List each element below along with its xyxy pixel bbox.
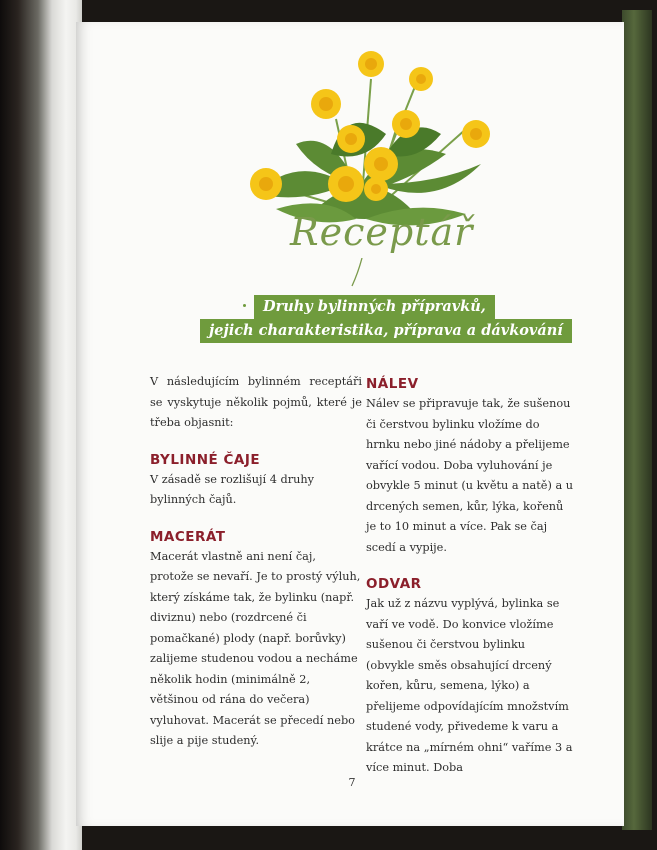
- banner-bullet-icon: [243, 304, 246, 307]
- subtitle-banner-line-2: jejich charakteristika, příprava a dávkování: [200, 319, 572, 343]
- section-heading-bylinne-caje: BYLINNÉ ČAJE: [150, 451, 261, 468]
- section-text-odvar: Jak už z názvu vyplývá, bylinka se vaří ve vodě. Do konvice vložíme sušenou či čerstvou bylinku (obvykle směs obsahující drcený kořen, kůru, semena, lýko) a přelijeme odpovídajícím množstvím studené vody, přivedeme k varu a krátce na „mírném ohni“ vaříme 3 a více minut. Doba: [366, 597, 573, 774]
- book-cover-edge: [622, 10, 652, 830]
- page-number: 7: [348, 776, 356, 789]
- section-heading-macerat: MACERÁT: [150, 528, 226, 545]
- title-flourish: [292, 258, 452, 288]
- section-text-bylinne-caje: V zásadě se rozlišují 4 druhy bylinných čajů.: [150, 472, 315, 506]
- section-heading-odvar: ODVAR: [366, 576, 422, 592]
- section-text-macerat: Macerát vlastně ani není čaj, protože se nevaří. Je to prostý výluh, který získáme tak, že bylinku (např. diviznu) nebo (rozdrcené či pomačkané) plody (např. borůvky) zalijeme studenou vodou a necháme několik hodin (minimálně 2, většinou od rána do večera) vyluhovat. Macerát se přecedí nebo slije a pije studený.: [150, 549, 361, 747]
- book-page: [76, 22, 624, 826]
- section-heading-nalev: NÁLEV: [366, 376, 419, 392]
- subtitle-banner-line-1: Druhy bylinných přípravků,: [254, 295, 495, 319]
- right-column: [366, 374, 574, 779]
- left-column: [150, 372, 362, 752]
- page-title: Receptář: [290, 210, 474, 254]
- dandelion-illustration: [236, 34, 496, 239]
- intro-paragraph: V následujícím bylinném receptáři se vyskytuje několik pojmů, které je třeba objasnit:: [150, 375, 362, 429]
- book-binding-left: [0, 0, 82, 850]
- section-text-nalev: Nálev se připravuje tak, že sušenou či čerstvou bylinku vložíme do hrnku nebo jiné nádoby a přelijeme vařící vodou. Doba vyluhování je obvykle 5 minut (u květu a natě) a u drcených semen, kůr, lýka, kořenů je to 10 minut a více. Pak se čaj scedí a vypije.: [366, 397, 574, 554]
